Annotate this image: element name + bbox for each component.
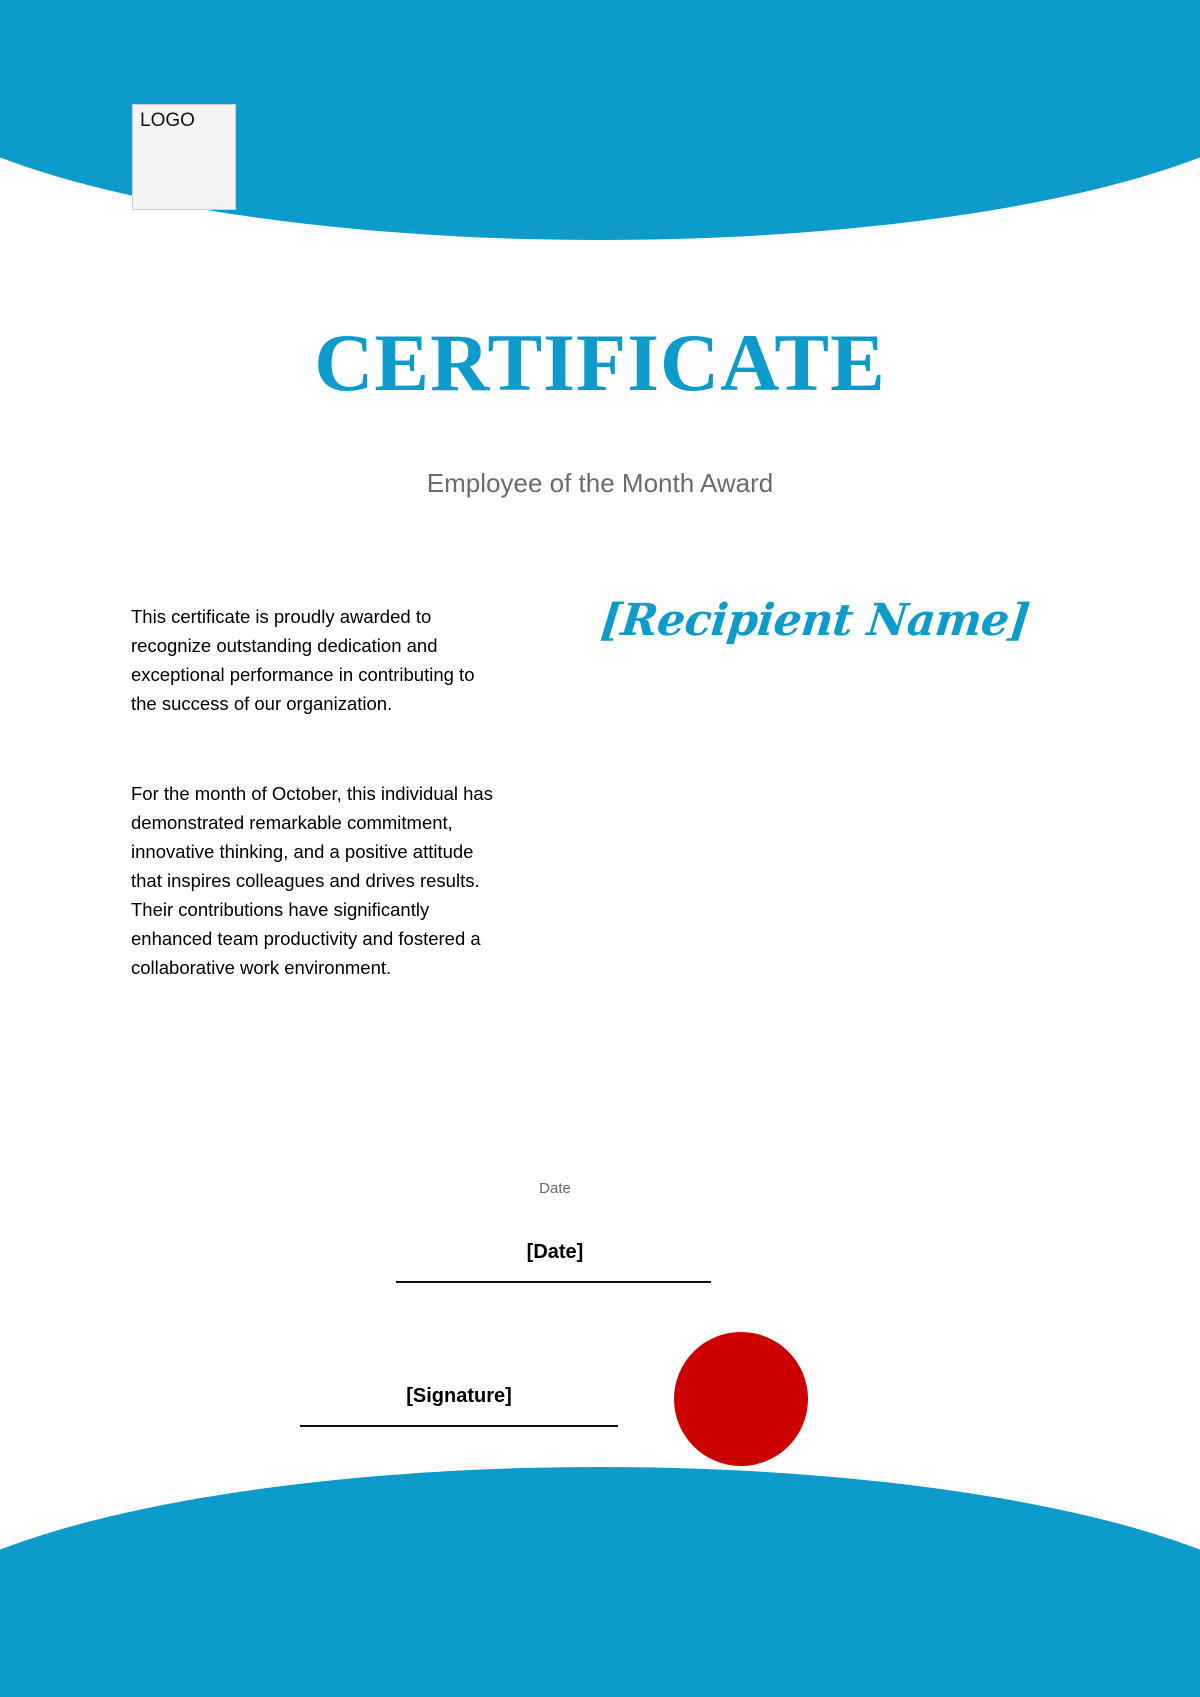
body-paragraph-1: This certificate is proudly awarded to recognize outstanding dedication and exceptional performance in contributing to the success of our organization. bbox=[131, 606, 475, 714]
body-text-column bbox=[131, 602, 503, 982]
logo-placeholder[interactable] bbox=[132, 104, 236, 210]
bottom-decorative-band bbox=[0, 1467, 1200, 1697]
signature-value: [Signature] bbox=[406, 1385, 512, 1407]
date-signature-line bbox=[396, 1281, 711, 1283]
logo-placeholder-label: LOGO bbox=[140, 110, 195, 131]
body-paragraph-2: For the month of October, this individual has demonstrated remarkable commitment, innovative thinking, and a positive attitude that inspires colleagues and drives results. Their contributions have significantly enhanced team productivity and fostered a collaborative work environment. bbox=[131, 783, 493, 978]
seal-stamp-icon bbox=[674, 1332, 808, 1466]
date-value: [Date] bbox=[526, 1241, 584, 1263]
date-label: Date bbox=[539, 1180, 571, 1197]
certificate-title: CERTIFICATE bbox=[314, 317, 886, 408]
recipient-name: [Recipient Name] bbox=[598, 595, 1032, 646]
certificate-subtitle: Employee of the Month Award bbox=[426, 468, 774, 498]
signature-line bbox=[300, 1425, 618, 1427]
